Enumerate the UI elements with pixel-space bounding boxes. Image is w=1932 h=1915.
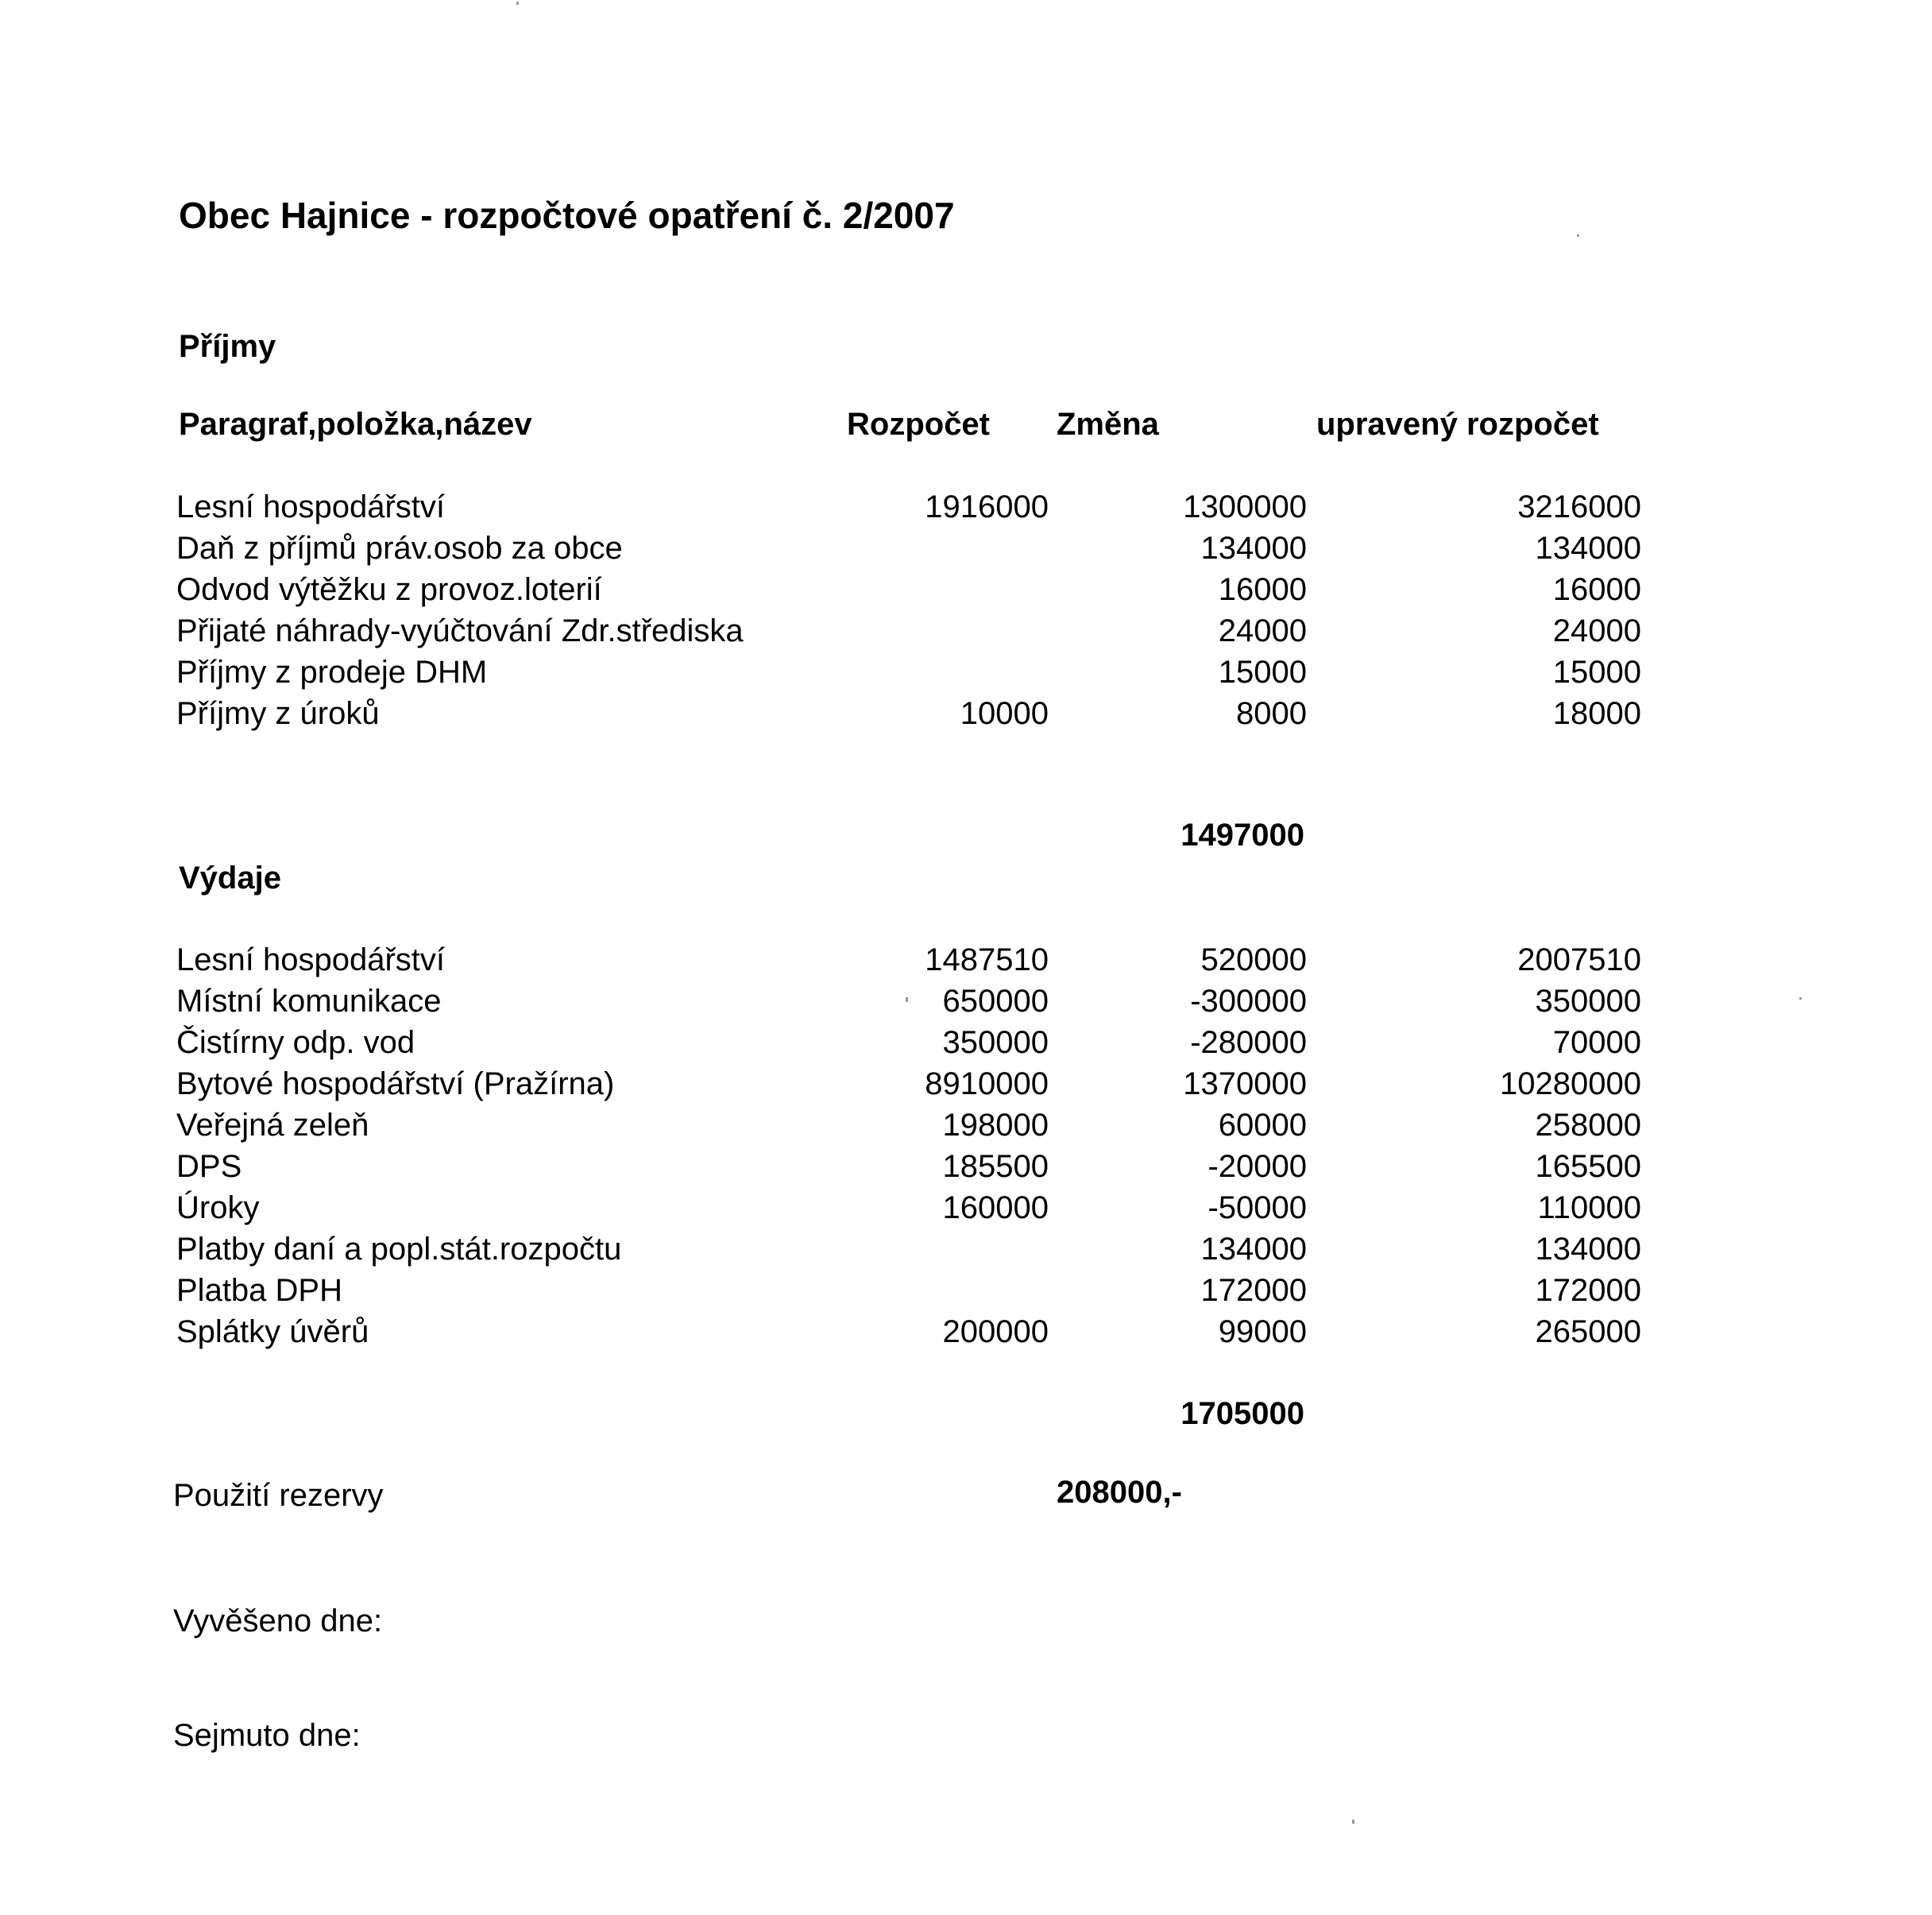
document-title: Obec Hajnice - rozpočtové opatření č. 2/2007 — [179, 195, 955, 236]
row-name: Lesní hospodářství — [176, 489, 445, 524]
row-adjusted: 172000 — [1535, 1273, 1641, 1308]
row-adjusted: 3216000 — [1517, 489, 1641, 524]
row-adjusted: 258000 — [1535, 1108, 1641, 1143]
row-change: 134000 — [1200, 531, 1307, 566]
row-adjusted: 350000 — [1535, 984, 1641, 1019]
row-change: 172000 — [1200, 1273, 1307, 1308]
table-row — [0, 984, 1932, 1025]
row-budget: 8910000 — [925, 1066, 1049, 1101]
row-adjusted: 15000 — [1552, 655, 1641, 690]
row-change: 520000 — [1200, 942, 1307, 977]
row-adjusted: 110000 — [1537, 1190, 1641, 1225]
row-name: Veřejná zeleň — [176, 1108, 369, 1143]
row-change: -280000 — [1190, 1025, 1307, 1060]
table-row — [0, 572, 1932, 613]
row-adjusted: 18000 — [1552, 696, 1641, 731]
removed-date-label: Sejmuto dne: — [173, 1718, 361, 1753]
row-adjusted: 16000 — [1552, 572, 1641, 607]
table-row — [0, 1314, 1932, 1356]
row-name: Platby daní a popl.stát.rozpočtu — [176, 1232, 622, 1267]
row-budget: 1487510 — [925, 942, 1049, 977]
row-adjusted: 70000 — [1552, 1025, 1641, 1060]
scan-speck — [1352, 1820, 1354, 1824]
row-budget: 650000 — [942, 984, 1049, 1019]
row-adjusted: 24000 — [1552, 613, 1641, 648]
row-adjusted: 265000 — [1535, 1314, 1641, 1349]
row-budget: 198000 — [942, 1108, 1049, 1143]
table-row — [0, 531, 1932, 572]
column-header-name: Paragraf,položka,název — [179, 407, 532, 442]
row-change: -50000 — [1208, 1190, 1307, 1225]
row-name: Daň z příjmů práv.osob za obce — [176, 531, 623, 566]
expenses-heading: Výdaje — [179, 861, 281, 896]
table-row — [0, 1273, 1932, 1314]
row-adjusted: 2007510 — [1517, 942, 1641, 977]
row-name: Odvod výtěžku z provoz.loterií — [176, 572, 602, 607]
column-header-change: Změna — [1057, 407, 1159, 442]
scan-speck — [1577, 234, 1579, 237]
table-row — [0, 1066, 1932, 1108]
row-change: 24000 — [1218, 613, 1307, 648]
row-change: 15000 — [1218, 655, 1307, 690]
row-change: 134000 — [1200, 1232, 1307, 1267]
row-adjusted: 10280000 — [1500, 1066, 1641, 1101]
row-name: Čistírny odp. vod — [176, 1025, 415, 1060]
row-budget: 1916000 — [925, 489, 1049, 524]
row-change: 1300000 — [1183, 489, 1307, 524]
row-change: 16000 — [1218, 572, 1307, 607]
table-row — [0, 696, 1932, 737]
row-name: Bytové hospodářství (Pražírna) — [176, 1066, 615, 1101]
row-name: Lesní hospodářství — [176, 942, 445, 977]
table-row — [0, 489, 1932, 531]
row-change: 1370000 — [1183, 1066, 1307, 1101]
row-change: 8000 — [1236, 696, 1307, 731]
table-row — [0, 655, 1932, 696]
row-adjusted: 134000 — [1535, 1232, 1641, 1267]
row-name: Místní komunikace — [176, 984, 442, 1019]
income-total-change: 1497000 — [1180, 818, 1304, 853]
table-row — [0, 613, 1932, 655]
row-adjusted: 134000 — [1535, 531, 1641, 566]
row-name: Příjmy z úroků — [176, 696, 380, 731]
table-row — [0, 1108, 1932, 1149]
row-name: Platba DPH — [176, 1273, 342, 1308]
row-change: -300000 — [1190, 984, 1307, 1019]
row-change: -20000 — [1208, 1149, 1307, 1184]
row-change: 99000 — [1218, 1314, 1307, 1349]
table-row — [0, 942, 1932, 984]
row-budget: 10000 — [960, 696, 1049, 731]
scan-speck — [1799, 997, 1802, 1000]
table-row — [0, 1025, 1932, 1066]
row-name: Příjmy z prodeje DHM — [176, 655, 488, 690]
row-name: Úroky — [176, 1190, 260, 1225]
row-budget: 200000 — [942, 1314, 1049, 1349]
row-name: Přijaté náhrady-vyúčtování Zdr.střediska — [176, 613, 744, 648]
row-budget: 160000 — [942, 1190, 1049, 1225]
income-heading: Příjmy — [179, 329, 276, 364]
row-name: Splátky úvěrů — [176, 1314, 369, 1349]
row-adjusted: 165500 — [1535, 1149, 1641, 1184]
reserve-value: 208000,- — [1057, 1475, 1182, 1510]
scan-speck — [516, 2, 519, 5]
scan-speck — [906, 997, 908, 1002]
column-header-budget: Rozpočet — [847, 407, 990, 442]
reserve-label: Použití rezervy — [173, 1478, 384, 1513]
posted-date-label: Vyvěšeno dne: — [173, 1604, 383, 1638]
column-header-adjusted: upravený rozpočet — [1316, 407, 1599, 442]
row-name: DPS — [176, 1149, 242, 1184]
row-budget: 350000 — [942, 1025, 1049, 1060]
table-row — [0, 1190, 1932, 1232]
table-row — [0, 1232, 1932, 1273]
row-change: 60000 — [1218, 1108, 1307, 1143]
table-row — [0, 1149, 1932, 1190]
row-budget: 185500 — [942, 1149, 1049, 1184]
expenses-total-change: 1705000 — [1180, 1396, 1304, 1431]
